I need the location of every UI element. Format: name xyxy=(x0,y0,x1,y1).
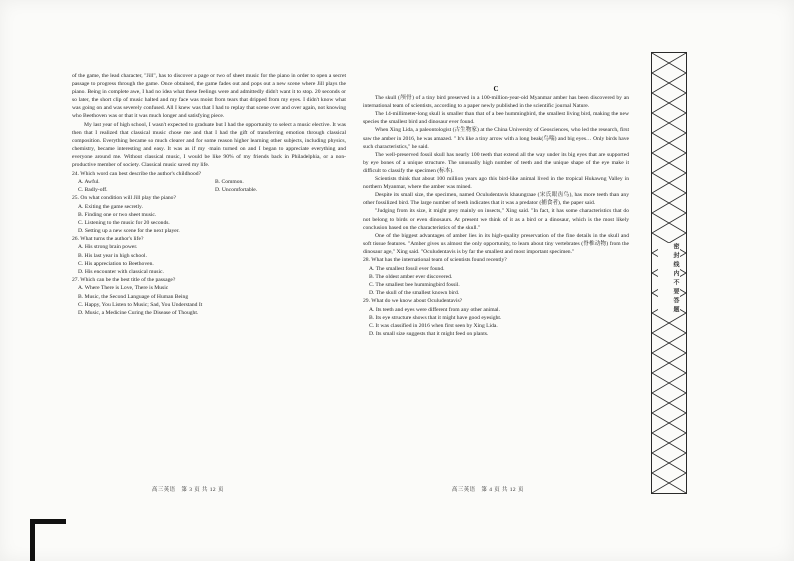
left-column xyxy=(72,72,346,317)
option-d: D. The skull of the smallest known bird. xyxy=(369,289,460,296)
binding-margin xyxy=(651,52,687,494)
option-c: C. Listening to the music for 20 seconds. xyxy=(78,219,170,226)
passage-c-paragraph: Scientists think that about 100 million years ago this bird-like animal lived in the tropical Hukawng Valley in northern Myanmar, where the amber was mined. xyxy=(363,176,629,191)
question-26: 26. What turns the author's life? xyxy=(72,236,144,243)
option-d: D. His encounter with classical music. xyxy=(78,268,164,275)
passage-c-paragraph: "Judging from its size, it might prey mainly on insects," Xing said. "In fact, it has some characteristics that do not belong to birds or even dinosaurs. At present we think of it as a bird or a dinosaur, which is the most likely conclusion based on the characteristics of the skull." xyxy=(363,208,629,231)
passage-c-paragraph: The well-preserved fossil skull has nearly 100 teeth that extend all the way under its big eyes that are supported by eye bones of a unique structure. The unusually high number of teeth and the unique shape of the eye make it difficult to classify the specimen (标本). xyxy=(363,151,629,174)
option-c: C. Badly-off. xyxy=(78,186,108,193)
passage-c-paragraph: When Xing Lida, a paleontologist (古生物家) at the China University of Geosciences, who led the research, first saw the amber in 2016, he was amazed. " It's like a tiny arrow with a long beak(鸟喘) and big eyes… Only birds have such characteristics," he said. xyxy=(363,127,629,150)
question-28: 28. What has the international team of scientists found recently? xyxy=(363,257,507,264)
option-a: A. Its teeth and eyes were different from any other animal. xyxy=(369,306,500,313)
passage-c-paragraph: One of the biggest advantages of amber lies in its high-quality preservation of the fine details in the skull and soft tissue features. "Amber gives us almost the only opportunity, to learn about tiny vertebrates (脊椎动物) from the dinosaur age," Xing said. "Oculudentavis is by far the smallest and most important specimen." xyxy=(363,232,629,255)
option-b: B. His last year in high school. xyxy=(78,252,147,259)
passage-b-paragraph: My last year of high school, I wasn't expected to graduate but I had the opportunity to select a music elective. It was then that I realized that classical music chose me and that I had the gift of transferring emotion through classical composition. Everything became so much clearer and for some reason higher learning other subjects, including physics, chemistry, became interesting and easy. It was as if my ·main turned on and I began to appreciate everything and everyone around me. Without classical music, I would be like 90% of my friends back in Philadelphia, or a non-productive member of society. Classical music saved my life. xyxy=(72,121,346,169)
question-24: 24. Which word can best describe the author's childhood? xyxy=(72,170,202,177)
seal-line-notice: 密封线内不要答题 xyxy=(658,243,680,315)
options-row xyxy=(72,186,346,194)
option-d: D. Its small size suggests that it might feed on plants. xyxy=(369,330,489,337)
option-c: C. The smallest bee hummingbird fossil. xyxy=(369,281,460,288)
option-d: D. Music, a Medicine Curing the Disease of Thought. xyxy=(78,309,199,316)
option-b: B. The oldest amber ever discovered. xyxy=(369,273,453,280)
option-b: B. Its eye structure shows that it might have good eyesight. xyxy=(369,314,502,321)
option-c: C. His appreciation to Beethoven. xyxy=(78,260,154,267)
option-c: C. It was classified in 2016 when first seen by Xing Lida. xyxy=(369,322,498,329)
options-row xyxy=(72,178,346,186)
passage-c-paragraph: The skull (颅骨) of a tiny bird preserved in a 100-million-year-old Myanmar amber has been discovered by an international team of scientists, according to a paper newly published in the scientific journal Nature. xyxy=(363,95,629,110)
option-b: B. Common. xyxy=(215,178,244,185)
option-b: B. Music, the Second Language of Human Being xyxy=(78,293,189,300)
page-footer-left: 高三英语 第 3 页 共 12 页 xyxy=(152,487,224,493)
question-25: 25. On what condition will Jill play the piano? xyxy=(72,195,176,202)
page-footer-right: 高三英语 第 4 页 共 12 页 xyxy=(452,487,524,493)
question-27: 27. Which can be the best title of the passage? xyxy=(72,277,176,284)
section-heading: C xyxy=(493,85,499,93)
passage-c-paragraph: Despite its small size, the specimen, named Oculudentavis khaungraae (宋氏眼齿鸟), has more teeth than any other fossilized bird. The large number of teeth indicates that it was a predator (捕食者), the paper said. xyxy=(363,192,629,207)
passage-b-continuation: of the game, the lead character, "Jill", has to discover a page or two of sheet music for the piano in order to open a secret passage to progress through the game. Once obtained, the game fades out and pops out a new scene where Jill plays the piano. Being in complete awe, I had no idea what these feelings were and admittedly didn't want it to stop. 20 seconds or so later, the short clip of music halted and my face was moist from tears that dripped from my eyes. I didn't know what was going on and was severely confused. All I knew was that I had to replay that scene over and over again, not knowing who Beethoven was or that it was much longer and satisfying piece. xyxy=(72,73,346,120)
option-a: A. The smallest fossil ever found. xyxy=(369,265,445,272)
option-c: C. Happy, You Listen to Music; Sad, You Understand It xyxy=(78,301,203,308)
option-d: D. Setting up a new scene for the next player. xyxy=(78,227,180,234)
option-b: B. Finding one or two sheet music. xyxy=(78,211,157,218)
option-a: A. Where There is Love, There is Music xyxy=(78,285,169,292)
passage-c-paragraph: The 14-millimeter-long skull is smaller than that of a bee hummingbird, the smallest living bird, making the new species the smallest bird and dinosaur ever found. xyxy=(363,111,629,126)
option-d: D. Uncomfortable. xyxy=(215,186,258,193)
option-a: A. His strong brain power. xyxy=(78,244,138,251)
right-column xyxy=(363,85,629,338)
option-a: A. Awful. xyxy=(78,178,100,185)
option-a: A. Exiting the game secretly. xyxy=(78,203,143,210)
question-29: 29. What do we know about Oculudentavis? xyxy=(363,298,463,305)
scan-corner-mark xyxy=(30,519,66,561)
